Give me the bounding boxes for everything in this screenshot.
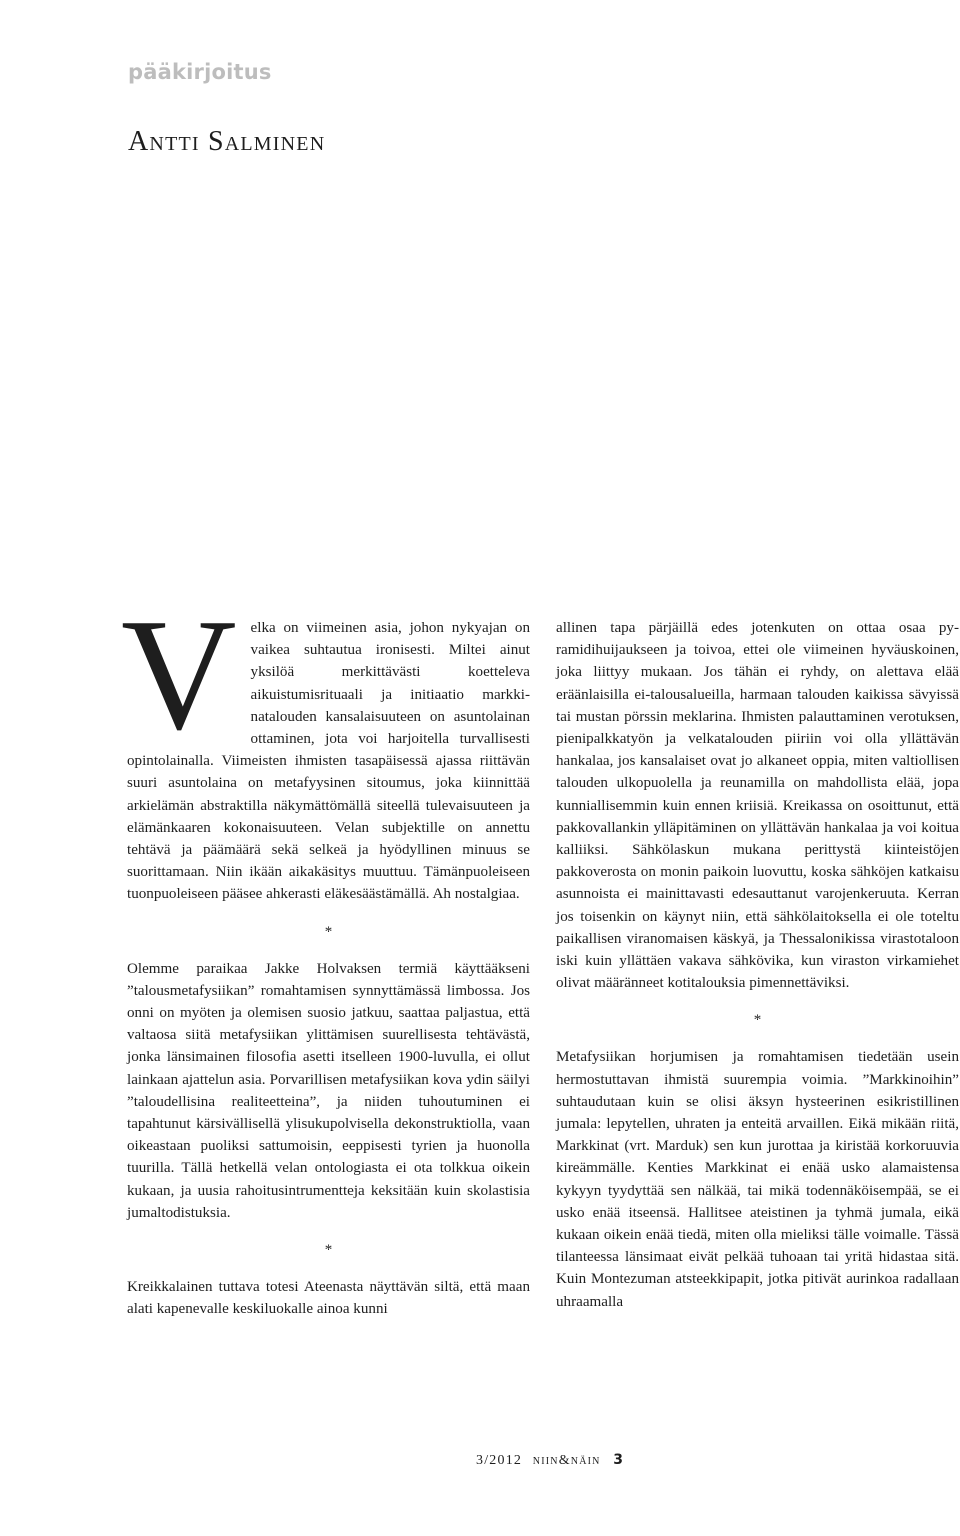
section-separator: *	[753, 1012, 762, 1029]
body-paragraph: Metafysiikan horjumisen ja romahtamisen tiedetään usein hermostuttavan ihmistä suurempia voimia. ”Markkinoihin” suhtaudutaan kuin se olisi äksyn hysteerinen esikristillinen jumala: lepytellen, uhraten ja enteitä arvaillen. Eikä mikään riitä, Markkinat (vrt. Marduk) sen kun jurottaa ja kiristää korkoruuvia kireämmälle. Kenties Markkinat ei enää usko alamaistensa kykyyn tyydyttää sen nälkää, tai mikä todennäköisempää, se ei usko enää itseensä. Hallitsee ateistinen ja tyhmä jumala, eikä kukaan oikein enää tiedä, miten olla mieliksi tälle voimalle. Tässä tilanteessa länsimaat eivät pelkää tuhoaan tai yritä hidastaa sitä. Kuin Montezuman atsteekkipapit, jotka pitivät aurinkoa radallaan uhraamalla	[556, 1049, 959, 1310]
section-separator: *	[324, 1242, 333, 1259]
author-name: Antti Salminen	[128, 126, 326, 157]
body-paragraph: Kreikkalainen tuttava totesi Ateenasta näyttävän siltä, että maan alati kapenevalle keskiluokalle ainoa kunni	[127, 1279, 530, 1318]
drop-cap: V	[121, 585, 237, 763]
opening-paragraph-text: elka on viimeinen asia, johon nykyajan on vaikea suhtautua ironisesti. Miltei ainut yksilöä merkittävästi koetteleva aikuistumisrituaali ja initiaatio markkinatalouden kansalaisuuteen on asuntolainan ottaminen, jota voi harjoitella turvallisesti opintolainalla. Viimeisten ihmisten tasapäisessä ajassa riittävän suuri asuntolaina on metafyysinen sitoumus, joka kiinnittää arkielämän abstraktilla näkymättömällä siteellä tulevaisuuteen ja elämänkaaren kokonaisuuteen. Velan subjektille on annettu tehtävä ja päämäärä sekä selkeä ja hyödyllinen minuus se suorittamaan. Niin ikään aikakäsitys muuttuu. Tämänpuoleiseen tuonpuoleiseen pääsee ahkerasti eläkesäästämällä. Ah nostalgiaa.	[127, 620, 530, 903]
body-paragraph: Olemme paraikaa Jakke Holvaksen termiä käyttääkseni ”talousmetafysiikan” romahtamisen synnyttämässä limbossa. Jos onni on myöten ja olemisen suosio jatkuu, saattaa paljastua, että valtaosa siitä metafysiikan ylittämisen suurellisesta tehtävästä, jonka länsimainen filosofia asetti itselleen 1900-luvulla, ei ollut lainkaan ajattelun asia. Porvarillisen metafysiikan kova ydin säilyi ”taloudellisina realiteetteina”, ja niiden tuhoutuminen ei tapahtunut kärsivällisellä ylisukupolvisella dekonstruktiolla, vaan oikeastaan puoliksi sattumoisin, eeppisesti tyrien ja huonolla tuurilla. Tällä hetkellä velan ontologiasta ei ota tolkkua oikein kukaan, ja uusia rahoitusintrumentteja keksitään kuin skolastisia jumaltodistuksia.	[127, 960, 530, 1221]
section-separator: *	[324, 923, 333, 940]
section-label: pääkirjoitus	[128, 60, 272, 84]
left-column	[121, 585, 530, 1320]
page-number: 3	[613, 1452, 625, 1468]
page-folio	[476, 1452, 624, 1469]
body-paragraph: allinen tapa pärjäillä edes jotenkuten on ottaa osaa pyramidihuijaukseen ja toivoa, ettei ole viimeinen hyväuskoinen, joka liittyy mukaan. Jos tähän ei ryhdy, on alettava elää eräänlaisilla ei-talousalueilla, harmaan talouden kaikissa sävyissä tai mustan pörssin meklarina. Ihmisten palauttaminen verotuksen, pienipalkkatyön ja velkatalouden piiriin voi olla yllättävän hankalaa, jos kansalaiset ovat jo alkaneet oppia, miten valtiollisen talouden ulkopuolella ja reunamilla on mahdollista elää, jopa kunniallisemmin kuin ennen kriisiä. Kreikassa on osoittunut, että pakkovallankin ylläpitäminen on yllättävän hankalaa ja voi koitua kalliiksi. Sähkölaskun mukana perittystä kiinteistöjen pakkoverosta on monin paikoin luovuttu, koska sähköjen katkaisu asunnoista ei mainittavasti edesauttanut varojenkeruuta. Kerran jos toisenkin on käynyt niin, että sähkölaitoksella ei ole toteltu paikallisen viranomaisen käskyä, ja Thessalonikissa virastotaloon iski kuin yllättäen vakava sähkövika, kun viraston virkamiehet olivat määränneet kotitalouksia pimennettäviksi.	[556, 620, 959, 992]
right-column	[556, 617, 959, 1313]
opening-paragraph	[121, 585, 530, 906]
issue-number: 3/2012	[476, 1453, 523, 1468]
magazine-name: niin&näin	[532, 1453, 601, 1468]
